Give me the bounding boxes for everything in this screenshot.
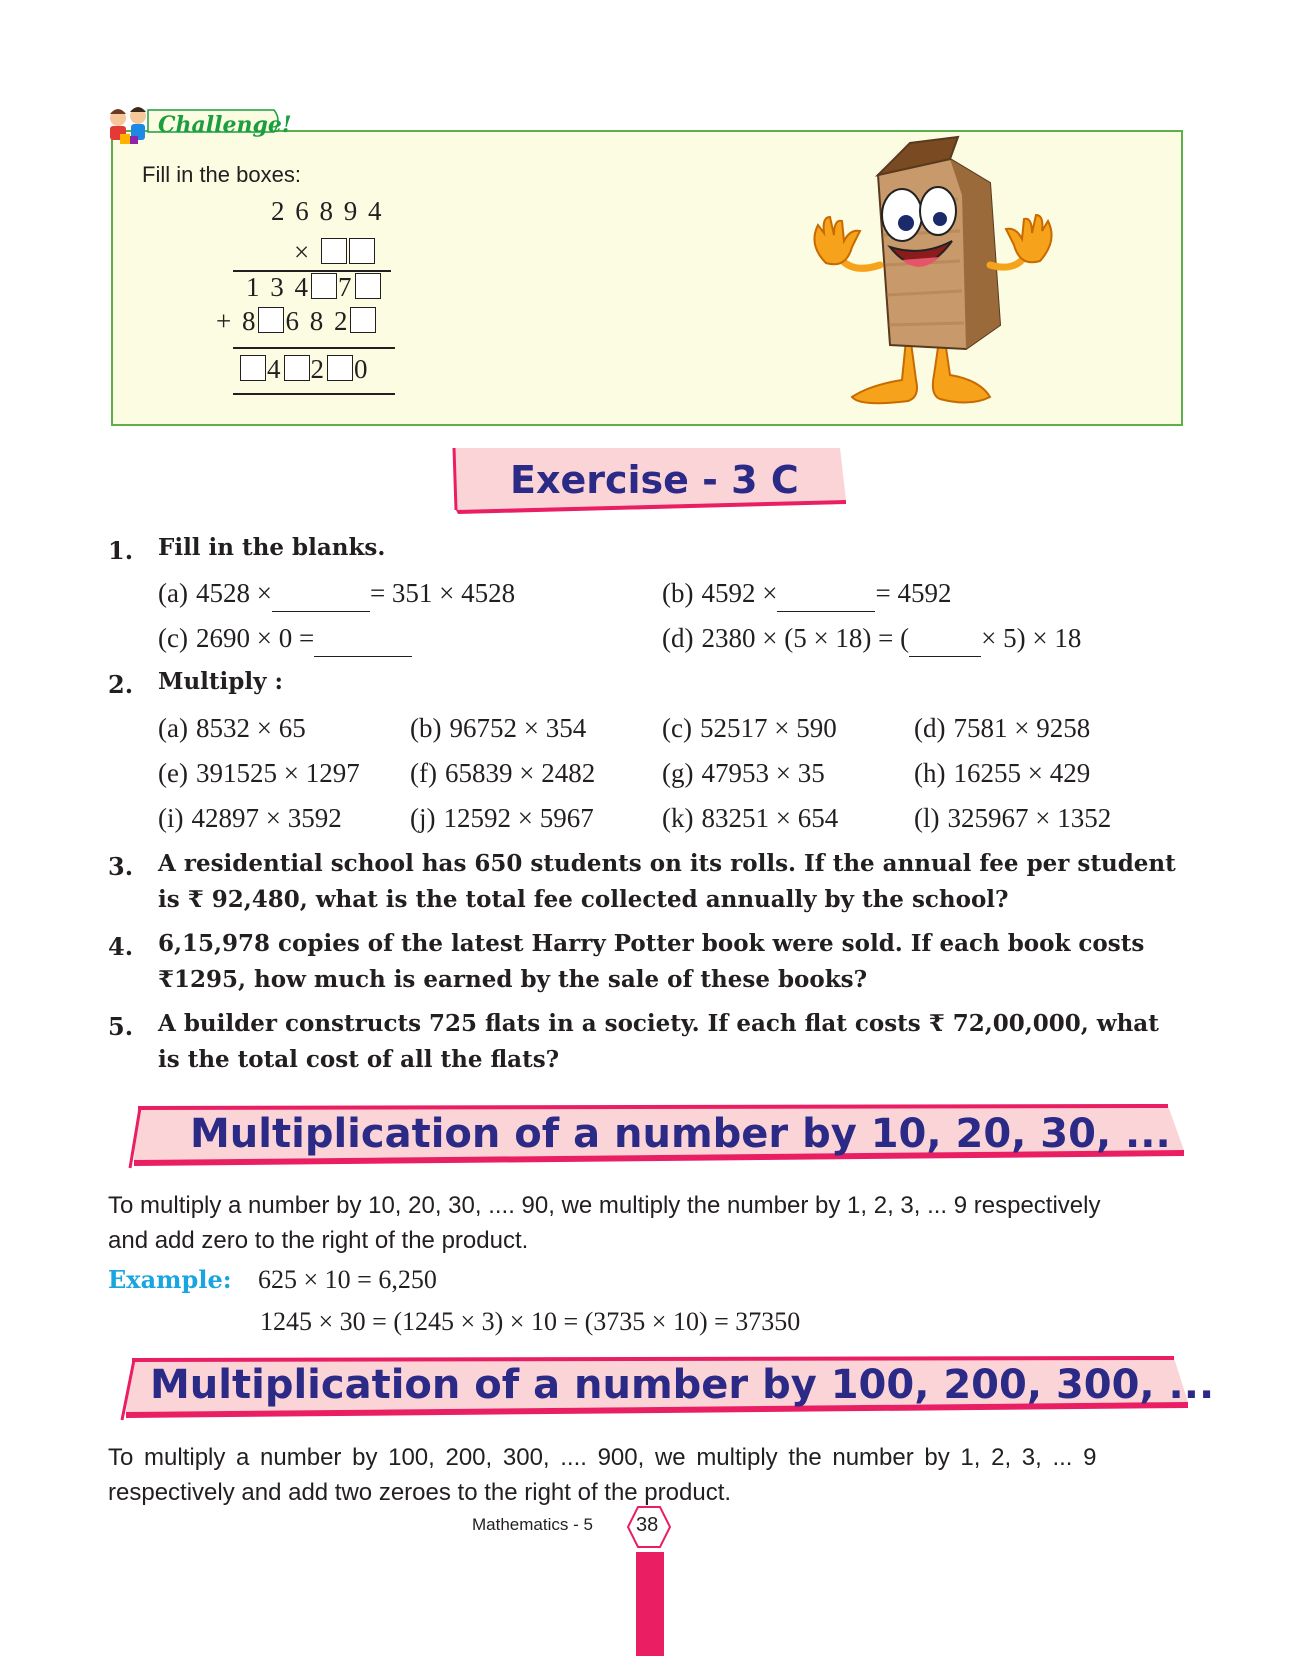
item-label: (d) bbox=[914, 713, 946, 743]
footer-bar bbox=[636, 1552, 664, 1656]
q2-item bbox=[914, 803, 1111, 834]
question-text: is the total cost of all the flats? bbox=[158, 1046, 560, 1073]
final-product bbox=[239, 354, 370, 385]
q1-item-d bbox=[662, 623, 1081, 657]
item-label: (f) bbox=[410, 758, 437, 788]
q2-item bbox=[914, 758, 1090, 789]
question-number: 1. bbox=[108, 536, 134, 565]
answer-box[interactable] bbox=[258, 307, 284, 333]
item-expr: = 351 × 4528 bbox=[369, 578, 516, 608]
result-digit: 2 bbox=[310, 354, 326, 384]
item-expr: 65839 × 2482 bbox=[444, 758, 596, 788]
q2-item bbox=[662, 713, 837, 744]
item-expr: × 5) × 18 bbox=[981, 623, 1082, 653]
challenge-label: Challenge! bbox=[158, 112, 292, 138]
item-label: (h) bbox=[914, 758, 946, 788]
cartoon-box-mascot-icon bbox=[790, 135, 1070, 415]
q2-item bbox=[158, 758, 360, 789]
item-label: (g) bbox=[662, 758, 694, 788]
item-expr: 325967 × 1352 bbox=[947, 803, 1112, 833]
footer-subject: Mathematics - 5 bbox=[472, 1515, 593, 1534]
section1-para-line1: To multiply a number by 10, 20, 30, .... 90, we multiply the number by 1, 2, 3, ... 9 respectively bbox=[108, 1192, 1101, 1219]
item-expr: = 4592 bbox=[875, 578, 952, 608]
example-label: Example: bbox=[108, 1265, 232, 1294]
section2-para-line2: respectively and add two zeroes to the right of the product. bbox=[108, 1479, 732, 1506]
result-digit: 0 bbox=[354, 354, 370, 384]
question-text: Multiply : bbox=[158, 668, 283, 695]
answer-blank[interactable] bbox=[272, 580, 370, 612]
item-expr: 7581 × 9258 bbox=[953, 713, 1091, 743]
item-expr: 391525 × 1297 bbox=[195, 758, 360, 788]
item-label: (d) bbox=[662, 623, 694, 653]
q2-item bbox=[410, 803, 594, 834]
item-expr: 2380 × (5 × 18) = ( bbox=[701, 623, 910, 653]
partial-digits: 1 3 4 bbox=[246, 272, 310, 302]
item-label: (b) bbox=[410, 713, 442, 743]
item-label: (j) bbox=[410, 803, 436, 833]
answer-box[interactable] bbox=[311, 273, 337, 299]
answer-box[interactable] bbox=[327, 355, 353, 381]
question-text: 6,15,978 copies of the latest Harry Potter book were sold. If each book costs bbox=[158, 930, 1145, 957]
section2-title: Multiplication of a number by 100, 200, 300, ... bbox=[150, 1362, 1215, 1408]
question-number: 2. bbox=[108, 670, 134, 699]
item-label: (c) bbox=[158, 623, 188, 653]
q2-item bbox=[410, 713, 586, 744]
q2-item bbox=[158, 713, 306, 744]
question-text: ₹1295, how much is earned by the sale of these books? bbox=[158, 966, 868, 993]
section1-title: Multiplication of a number by 10, 20, 30, ... bbox=[190, 1111, 1171, 1157]
item-expr: 52517 × 590 bbox=[699, 713, 837, 743]
answer-blank[interactable] bbox=[314, 625, 412, 657]
answer-blank[interactable] bbox=[777, 580, 875, 612]
item-label: (e) bbox=[158, 758, 188, 788]
multiplier-row bbox=[294, 237, 376, 268]
page-number: 38 bbox=[636, 1514, 659, 1536]
item-expr: 12592 × 5967 bbox=[443, 803, 594, 833]
answer-box[interactable] bbox=[355, 273, 381, 299]
question-text: is ₹ 92,480, what is the total fee collected annually by the school? bbox=[158, 886, 1009, 913]
answer-box[interactable] bbox=[240, 355, 266, 381]
item-expr: 83251 × 654 bbox=[701, 803, 839, 833]
question-text: Fill in the blanks. bbox=[158, 534, 386, 561]
item-label: (b) bbox=[662, 578, 694, 608]
item-expr: 42897 × 3592 bbox=[191, 803, 342, 833]
q2-item bbox=[410, 758, 595, 789]
item-expr: 8532 × 65 bbox=[195, 713, 306, 743]
question-text: A builder constructs 725 flats in a society. If each flat costs ₹ 72,00,000, what bbox=[158, 1010, 1159, 1037]
question-number: 4. bbox=[108, 932, 134, 961]
q1-item-c bbox=[158, 623, 412, 657]
example-line-2: 1245 × 30 = (1245 × 3) × 10 = (3735 × 10) = 37350 bbox=[260, 1307, 801, 1336]
item-label: (a) bbox=[158, 578, 188, 608]
item-label: (k) bbox=[662, 803, 694, 833]
section2-para-line1: To multiply a number by 100, 200, 300, .... 900, we multiply the number by 1, 2, 3, ... 9 bbox=[108, 1444, 1097, 1471]
multiplicand: 2 6 8 9 4 bbox=[271, 196, 384, 226]
q2-item bbox=[662, 758, 825, 789]
item-label: (l) bbox=[914, 803, 940, 833]
answer-box[interactable] bbox=[349, 238, 375, 264]
times-sign: × bbox=[294, 237, 312, 267]
item-label: (c) bbox=[662, 713, 692, 743]
answer-box[interactable] bbox=[350, 307, 376, 333]
partial-digits: 7 bbox=[338, 272, 354, 302]
challenge-instruction: Fill in the boxes: bbox=[142, 162, 301, 187]
question-number: 3. bbox=[108, 852, 134, 881]
item-expr: 16255 × 429 bbox=[953, 758, 1091, 788]
section1-para-line2: and add zero to the right of the product. bbox=[108, 1227, 529, 1254]
item-expr: 96752 × 354 bbox=[449, 713, 587, 743]
item-label: (i) bbox=[158, 803, 184, 833]
calc-rule bbox=[233, 347, 395, 349]
item-expr: 4592 × bbox=[701, 578, 778, 608]
answer-box[interactable] bbox=[284, 355, 310, 381]
q2-item bbox=[662, 803, 838, 834]
exercise-title: Exercise - 3 C bbox=[510, 458, 799, 502]
q2-item bbox=[914, 713, 1090, 744]
result-digit: 4 bbox=[267, 354, 283, 384]
partial-product-1 bbox=[246, 272, 382, 303]
item-expr: 47953 × 35 bbox=[701, 758, 825, 788]
q1-item-a bbox=[158, 578, 515, 612]
answer-box[interactable] bbox=[321, 238, 347, 264]
question-text: A residential school has 650 students on its rolls. If the annual fee per student bbox=[158, 850, 1176, 877]
partial-digits: 6 8 2 bbox=[285, 306, 350, 336]
item-expr: 4528 × bbox=[195, 578, 272, 608]
question-number: 5. bbox=[108, 1012, 134, 1041]
example-line-1: 625 × 10 = 6,250 bbox=[258, 1265, 437, 1294]
partial-product-2 bbox=[216, 306, 377, 337]
plus-digits: + 8 bbox=[216, 306, 258, 336]
answer-blank[interactable] bbox=[909, 625, 981, 657]
item-expr: 2690 × 0 = bbox=[195, 623, 315, 653]
q1-item-b bbox=[662, 578, 951, 612]
q2-item bbox=[158, 803, 342, 834]
item-label: (a) bbox=[158, 713, 188, 743]
calc-rule bbox=[233, 393, 395, 395]
